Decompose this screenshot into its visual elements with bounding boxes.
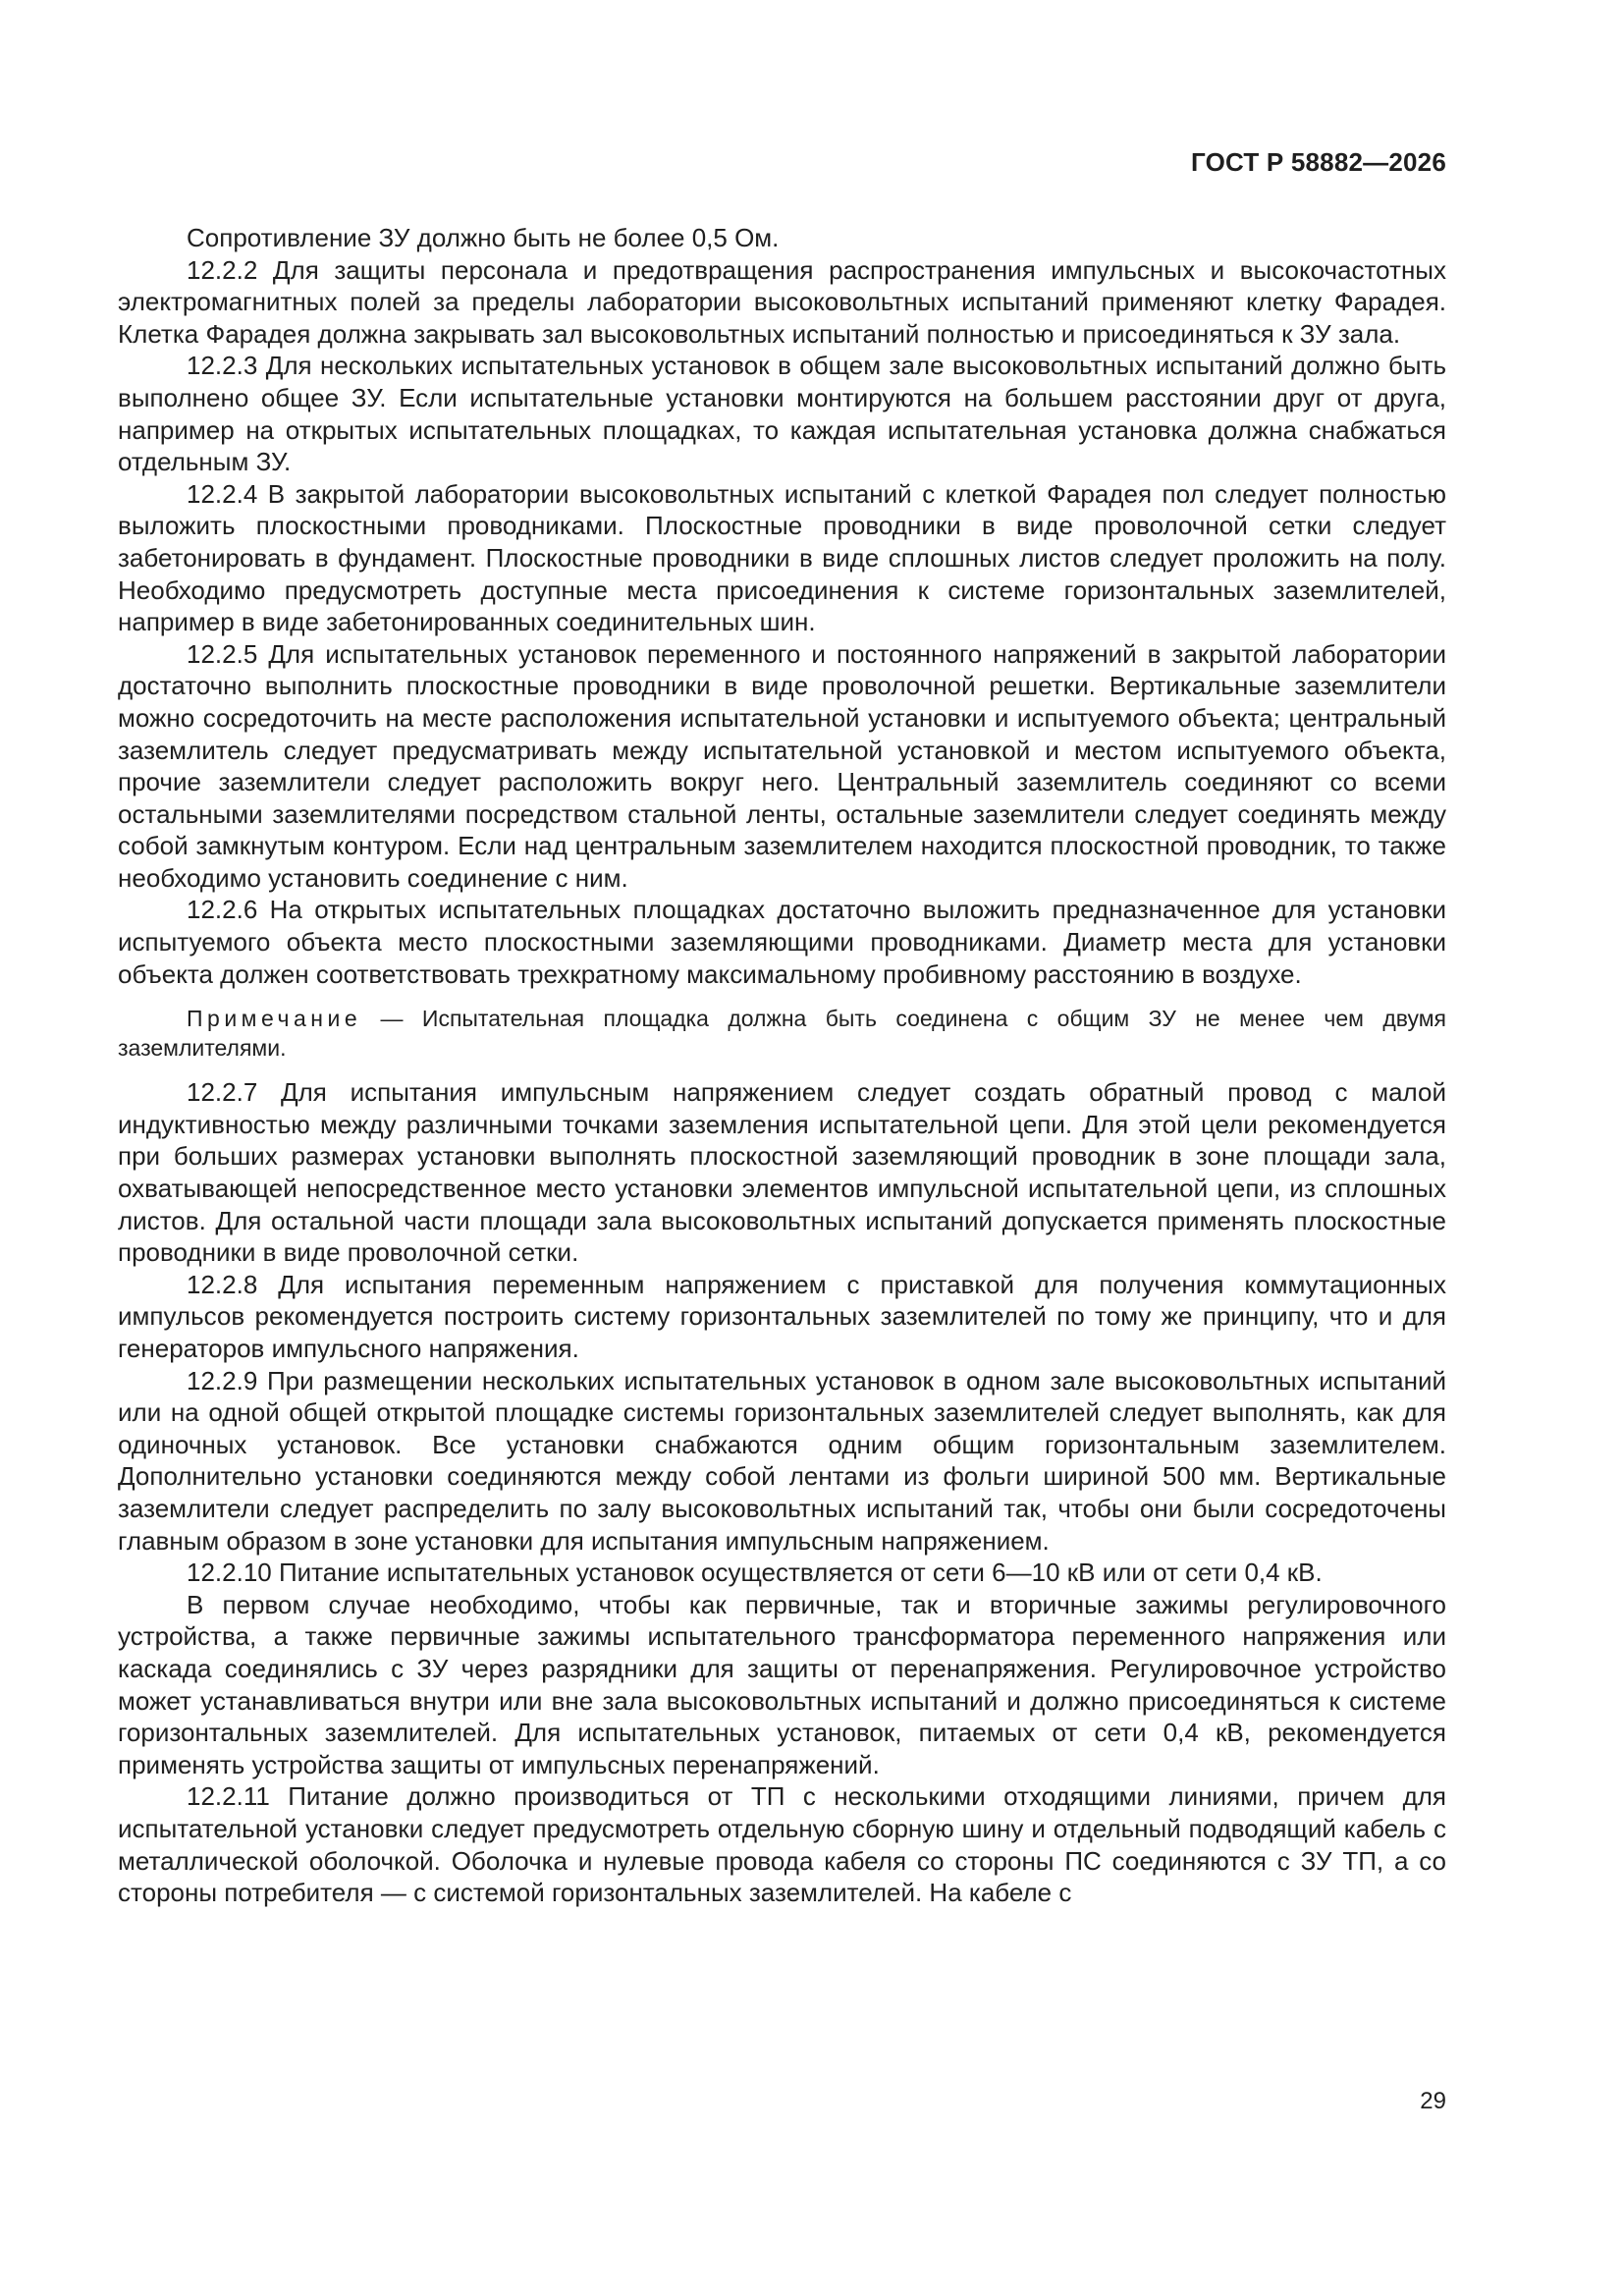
paragraph: Сопротивление ЗУ должно быть не более 0,5 Ом. [187, 223, 780, 252]
paragraph: 12.2.6 На открытых испытательных площадках достаточно выложить предназначенное для установки испытуемого объекта место плоскостными заземляющими проводниками. Диаметр места для установки объекта должен соответствовать трехкратному максимальному пробивному расстоянию в воздухе. [118, 895, 1446, 989]
paragraph: 12.2.11 Питание должно производиться от ТП с несколькими отходящими линиями, причем для испытательной установки следует предусмотреть отдельную сборную шину и отдельный подводящий кабель с металлической оболочкой. Оболочка и нулевые провода кабеля со стороны ПС соединяются с ЗУ ТП, а со стороны потребителя — с системой горизонтальных заземлителей. На кабеле с [118, 1781, 1446, 1908]
note-label: Примечание [187, 1006, 362, 1032]
paragraph: 12.2.3 Для нескольких испытательных установок в общем зале высоковольтных испытаний должно быть выполнено общее ЗУ. Если испытательные установки монтируются на большем расстоянии друг от друга, например на открытых испытательных площадках, то каждая испытательная установка должна снабжаться отдельным ЗУ. [118, 351, 1446, 477]
note [118, 1004, 1446, 1063]
note-text: — Испытательная площадка должна быть соединена с общим ЗУ не менее чем двумя заземлителями. [118, 1006, 1446, 1062]
page-number: 29 [1420, 2088, 1446, 2114]
body-text [118, 222, 1446, 1909]
document-code-header: ГОСТ Р 58882—2026 [1191, 147, 1446, 177]
paragraph: 12.2.4 В закрытой лаборатории высоковольтных испытаний с клеткой Фарадея пол следует полностью выложить плоскостными проводниками. Плоскостные проводники в виде проволочной сетки следует забетонировать в фундамент. Плоскостные проводники в виде сплошных листов следует проложить на полу. Необходимо предусмотреть доступные места присоединения к системе горизонтальных заземлителей, например в виде забетонированных соединительных шин. [118, 478, 1446, 637]
paragraph: 12.2.2 Для защиты персонала и предотвращения распространения импульсных и высокочастотных электромагнитных полей за пределы лаборатории высоковольтных испытаний применяют клетку Фарадея. Клетка Фарадея должна закрывать зал высоковольтных испытаний полностью и присоединяться к ЗУ зала. [118, 254, 1446, 349]
paragraph: 12.2.10 Питание испытательных установок осуществляется от сети 6—10 кВ или от сети 0,4 кВ. [187, 1558, 1323, 1588]
paragraph: 12.2.7 Для испытания импульсным напряжением следует создать обратный провод с малой индуктивностью между различными точками заземления испытательной цепи. Для этой цели рекомендуется при больших размерах установки выполнять плоскостной заземляющий проводник в зоне площади зала, охватывающей непосредственное место установки элементов импульсной испытательной цепи, из сплошных листов. Для остальной части площади зала высоковольтных испытаний допускается применять плоскостные проводники в виде проволочной сетки. [118, 1077, 1446, 1268]
paragraph: 12.2.8 Для испытания переменным напряжением с приставкой для получения коммутационных импульсов рекомендуется построить систему горизонтальных заземлителей по тому же принципу, что и для генераторов импульсного напряжения. [118, 1269, 1446, 1363]
paragraph: 12.2.9 При размещении нескольких испытательных установок в одном зале высоковольтных испытаний или на одной общей открытой площадке системы горизонтальных заземлителей следует выполнять, как для одиночных установок. Все установки снабжаются одним общим горизонтальным заземлителем. Дополнительно установки соединяются между собой лентами из фольги шириной 500 мм. Вертикальные заземлители следует распределить по залу высоковольтных испытаний так, чтобы они были сосредоточены главным образом в зоне установки для испытания импульсным напряжением. [118, 1365, 1446, 1556]
paragraph: В первом случае необходимо, чтобы как первичные, так и вторичные зажимы регулировочного устройства, а также первичные зажимы испытательного трансформатора переменного напряжения или каскада соединялись с ЗУ через разрядники для защиты от перенапряжения. Регулировочное устройство может устанавливаться внутри или вне зала высоковольтных испытаний и должно присоединяться к системе горизонтальных заземлителей. Для испытательных установок, питаемых от сети 0,4 кВ, рекомендуется применять устройства защиты от импульсных перенапряжений. [118, 1589, 1446, 1779]
paragraph: 12.2.5 Для испытательных установок переменного и постоянного напряжений в закрытой лаборатории достаточно выполнить плоскостные проводники в виде проволочной решетки. Вертикальные заземлители можно сосредоточить на месте расположения испытательной установки и испытуемого объекта; центральный заземлитель следует предусматривать между испытательной установкой и местом испытуемого объекта, прочие заземлители следует расположить вокруг него. Центральный заземлитель соединяют со всеми остальными заземлителями посредством стальной ленты, остальные заземлители следует соединять между собой замкнутым контуром. Если над центральным заземлителем находится плоскостной проводник, то также необходимо установить соединение с ним. [118, 638, 1446, 893]
